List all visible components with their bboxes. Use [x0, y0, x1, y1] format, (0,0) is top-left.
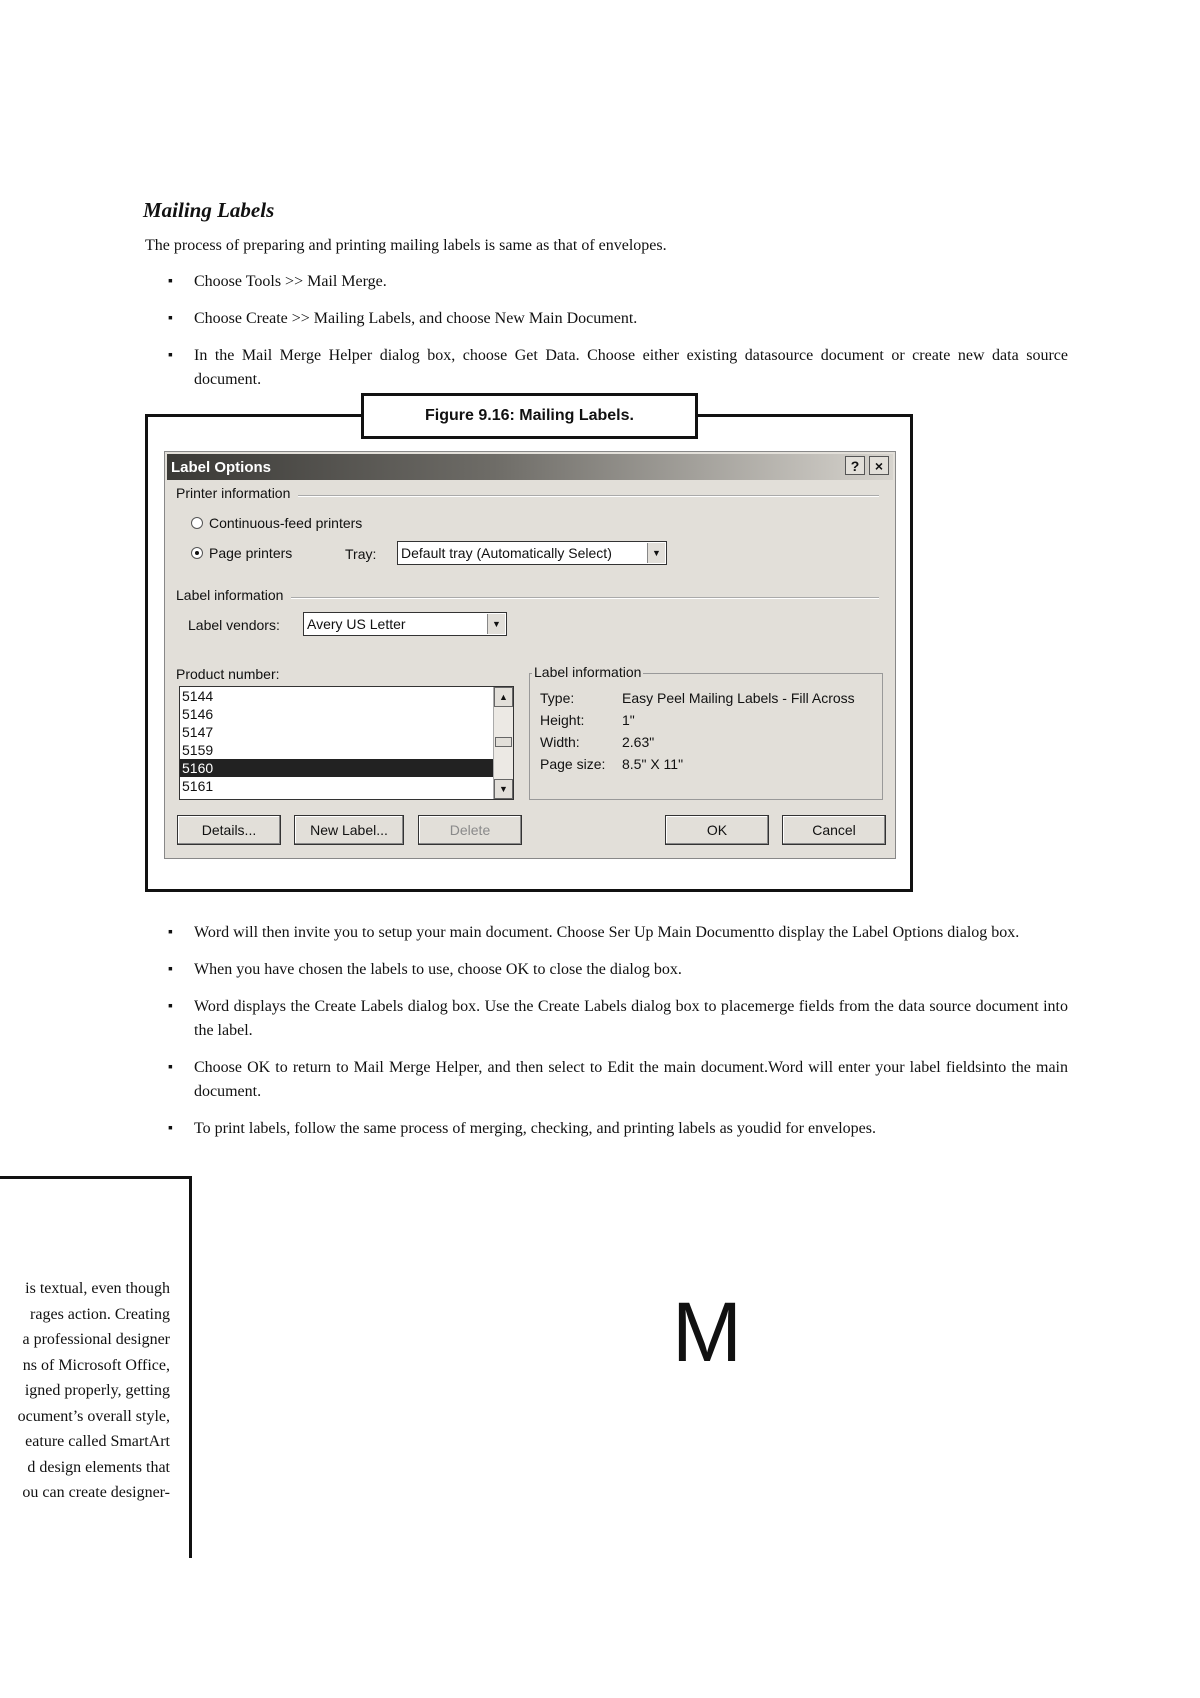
- bullet-list-bottom: [168, 921, 1068, 1154]
- info-row-width: Width: 2.63": [540, 734, 655, 750]
- dialog-titlebar: [167, 454, 893, 480]
- cancel-button[interactable]: Cancel: [782, 815, 886, 845]
- list-item: ▪ Word displays the Create Labels dialog box. Use the Create Labels dialog box to placemerge fields from the data source document into the label.: [168, 995, 1068, 1043]
- sidebar-text-clip: [0, 1276, 170, 1516]
- details-button[interactable]: Details...: [177, 815, 281, 845]
- tray-select[interactable]: [397, 541, 667, 565]
- product-number-label: Product number:: [176, 666, 280, 682]
- list-item: ▪ Choose Create >> Mailing Labels, and choose New Main Document.: [168, 307, 1068, 331]
- continuous-radio[interactable]: [191, 517, 203, 529]
- list-item-selected[interactable]: 5160: [180, 759, 494, 777]
- printer-info-title: Printer information: [176, 485, 298, 501]
- info-row-height: Height: 1": [540, 712, 635, 728]
- help-button[interactable]: ?: [845, 456, 865, 475]
- bullet-icon: ▪: [168, 311, 173, 326]
- close-button[interactable]: ×: [869, 456, 889, 475]
- intro-paragraph: The process of preparing and printing mailing labels is same as that of envelopes.: [145, 237, 667, 254]
- ok-button[interactable]: OK: [665, 815, 769, 845]
- info-row-page-size: Page size: 8.5" X 11": [540, 756, 684, 772]
- list-item[interactable]: 5159: [182, 742, 214, 758]
- info-row-type: Type: Easy Peel Mailing Labels - Fill Across: [540, 690, 855, 706]
- page-printers-label: Page printers: [209, 545, 293, 561]
- chevron-up-icon[interactable]: ▲: [494, 687, 513, 707]
- section-heading: Mailing Labels: [143, 198, 275, 222]
- bullet-icon: ▪: [168, 925, 173, 940]
- delete-button[interactable]: Delete: [418, 815, 522, 845]
- dialog-title: Label Options: [171, 458, 272, 476]
- list-item[interactable]: 5161: [182, 778, 214, 794]
- new-label-button[interactable]: New Label...: [294, 815, 404, 845]
- bullet-icon: ▪: [168, 348, 173, 363]
- list-item[interactable]: 5146: [182, 706, 214, 722]
- chevron-down-icon[interactable]: ▼: [647, 543, 665, 563]
- chevron-down-icon[interactable]: ▼: [487, 614, 505, 634]
- label-info-box: [529, 664, 883, 800]
- figure-caption: Figure 9.16: Mailing Labels.: [361, 393, 698, 439]
- bullet-icon: ▪: [168, 1121, 173, 1136]
- page-printers-radio[interactable]: [191, 547, 203, 559]
- vendors-value: Avery US Letter: [307, 616, 406, 632]
- list-item: ▪ Choose OK to return to Mail Merge Helper, and then select to Edit the main document.Word will enter your label fieldsinto the main document.: [168, 1056, 1068, 1104]
- list-item[interactable]: 5144: [182, 688, 214, 704]
- tray-label: Tray:: [345, 546, 377, 562]
- bullet-icon: ▪: [168, 962, 173, 977]
- list-item: ▪ Word will then invite you to setup your main document. Choose Ser Up Main Documentto display the Label Options dialog box.: [168, 921, 1068, 945]
- chevron-down-icon[interactable]: ▼: [494, 779, 513, 799]
- bullet-icon: ▪: [168, 999, 173, 1014]
- label-info-legend: Label information: [534, 664, 642, 680]
- label-info-title: Label information: [176, 587, 291, 603]
- label-options-dialog: [164, 451, 896, 859]
- bullet-icon: ▪: [168, 1060, 173, 1075]
- large-letter: M: [672, 1285, 742, 1379]
- scrollbar[interactable]: [493, 687, 513, 799]
- list-item: ▪ When you have chosen the labels to use, choose OK to close the dialog box.: [168, 958, 1068, 982]
- list-item: ▪ To print labels, follow the same process of merging, checking, and printing labels as youdid for envelopes.: [168, 1117, 1068, 1141]
- continuous-label: Continuous-feed printers: [209, 515, 363, 531]
- vendors-select[interactable]: [303, 612, 507, 636]
- product-number-list[interactable]: [179, 686, 514, 800]
- tray-value: Default tray (Automatically Select): [401, 545, 612, 561]
- vendors-label: Label vendors:: [188, 617, 280, 633]
- scrollbar-thumb[interactable]: [495, 737, 512, 747]
- bullet-list-top: [168, 270, 1068, 405]
- list-item: ▪ Choose Tools >> Mail Merge.: [168, 270, 1068, 294]
- list-item[interactable]: 5147: [182, 724, 214, 740]
- continuous-radio-row[interactable]: [191, 515, 362, 531]
- list-item: ▪ In the Mail Merge Helper dialog box, choose Get Data. Choose either existing datasource document or create new data source document.: [168, 344, 1068, 392]
- page-printers-radio-row[interactable]: [191, 545, 292, 561]
- bullet-icon: ▪: [168, 274, 173, 289]
- sidebar-text: is textual, even though rages action. Creating a professional designer ns of Microsoft Office, igned properly, getting ocument’s overall style, eature called SmartArt d design elements that ou can create designer-: [17, 1280, 170, 1501]
